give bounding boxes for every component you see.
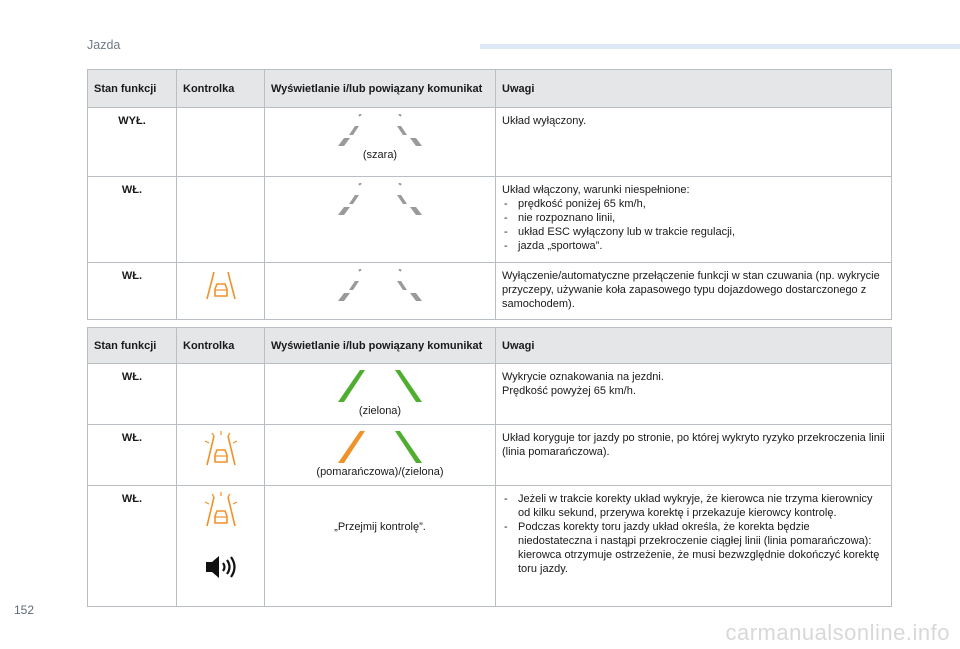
lane-active-amber-icon: [183, 492, 258, 528]
display-caption: (szara): [362, 149, 398, 161]
header-accent-bar: [480, 44, 960, 49]
notes-cell: [496, 108, 892, 177]
display-cell: [265, 177, 496, 263]
state-cell: WŁ.: [88, 486, 177, 607]
lamp-cell: [177, 177, 265, 263]
lane-warning-amber-icon: [183, 269, 258, 301]
header-display: Wyświetlanie i/lub powiązany komunikat: [265, 70, 496, 108]
header-state: Stan funkcji: [88, 328, 177, 364]
lamp-cell: [177, 486, 265, 607]
table-row: [88, 425, 892, 486]
list-item: - Jeżeli w trakcie korekty układ wykryje, że kierowca nie trzyma kierownicy od kilku sekund, przerywa korektę i przekazuje kierowcy kontrolę.: [502, 492, 885, 520]
notes-cell: [496, 425, 892, 486]
table-header-row: [88, 70, 892, 108]
table-row: [88, 486, 892, 607]
display-caption: (zielona): [358, 405, 402, 417]
notes-text: Wykrycie oznakowania na jezdni. Prędkość powyżej 65 km/h.: [502, 371, 664, 397]
display-cell: [265, 108, 496, 177]
section-title: Jazda: [87, 38, 121, 52]
speaker-icon: [183, 554, 258, 580]
display-cell: [265, 364, 496, 425]
lamp-cell: [177, 364, 265, 425]
header-notes: Uwagi: [496, 328, 892, 364]
table-row: [88, 177, 892, 263]
display-caption: „Przejmij kontrolę”.: [334, 521, 426, 533]
list-item: - nie rozpoznano linii,: [502, 211, 885, 225]
table-row: [88, 108, 892, 177]
header-lamp: Kontrolka: [177, 70, 265, 108]
list-item: - prędkość poniżej 65 km/h,: [502, 197, 885, 211]
header-notes: Uwagi: [496, 70, 892, 108]
display-cell: [265, 425, 496, 486]
table-header-row: [88, 328, 892, 364]
lane-lines-green-icon: [271, 370, 489, 402]
page-number: 152: [14, 603, 35, 617]
notes-cell: [496, 263, 892, 320]
list-item: - układ ESC wyłączony lub w trakcie regulacji,: [502, 225, 885, 239]
lane-lines-grey-icon: [271, 183, 489, 215]
list-item: - Podczas korekty toru jazdy układ określa, że korekta będzie niedostateczna i nastąpi przekroczenie ciągłej linii (linia pomarańczowa): kierowca otrzymuje ostrzeżenie, że musi bezwzględnie dokończyć korektę toru jazdy.: [502, 520, 885, 576]
lamp-cell: [177, 425, 265, 486]
notes-list: [502, 492, 885, 576]
lane-active-amber-icon: [183, 431, 258, 467]
list-item: - jazda „sportowa”.: [502, 239, 885, 253]
notes-cell: [496, 486, 892, 607]
state-cell: WŁ.: [88, 263, 177, 320]
watermark: carmanualsonline.info: [725, 620, 950, 645]
display-caption: (pomarańczowa)/(zielona): [316, 466, 444, 478]
lane-lines-grey-icon: [271, 114, 489, 146]
lamp-cell: [177, 108, 265, 177]
state-cell: WYŁ.: [88, 108, 177, 177]
state-cell: WŁ.: [88, 425, 177, 486]
notes-text: Układ wyłączony.: [502, 115, 587, 127]
notes-cell: [496, 364, 892, 425]
header-state: Stan funkcji: [88, 70, 177, 108]
state-cell: WŁ.: [88, 364, 177, 425]
notes-text: Wyłączenie/automatyczne przełączenie funkcji w stan czuwania (np. wykrycie przyczepy, używanie koła zapasowego typu dojazdowego dostarczonego z samochodem).: [502, 270, 880, 310]
notes-cell: [496, 177, 892, 263]
lamp-cell: [177, 263, 265, 320]
display-cell: [265, 263, 496, 320]
header-lamp: Kontrolka: [177, 328, 265, 364]
lane-lines-grey-icon: [271, 269, 489, 301]
notes-text: Układ koryguje tor jazdy po stronie, po której wykryto ryzyko przekroczenia linii (linia pomarańczowa).: [502, 432, 885, 458]
function-table-2: [87, 327, 892, 607]
table-row: [88, 364, 892, 425]
table-row: [88, 263, 892, 320]
header-display: Wyświetlanie i/lub powiązany komunikat: [265, 328, 496, 364]
lane-lines-amber-green-icon: [271, 431, 489, 463]
notes-intro: Układ włączony, warunki niespełnione:: [502, 184, 690, 196]
state-cell: WŁ.: [88, 177, 177, 263]
function-table-1: [87, 69, 892, 320]
display-cell: [265, 486, 496, 607]
conditions-list: [502, 197, 885, 253]
